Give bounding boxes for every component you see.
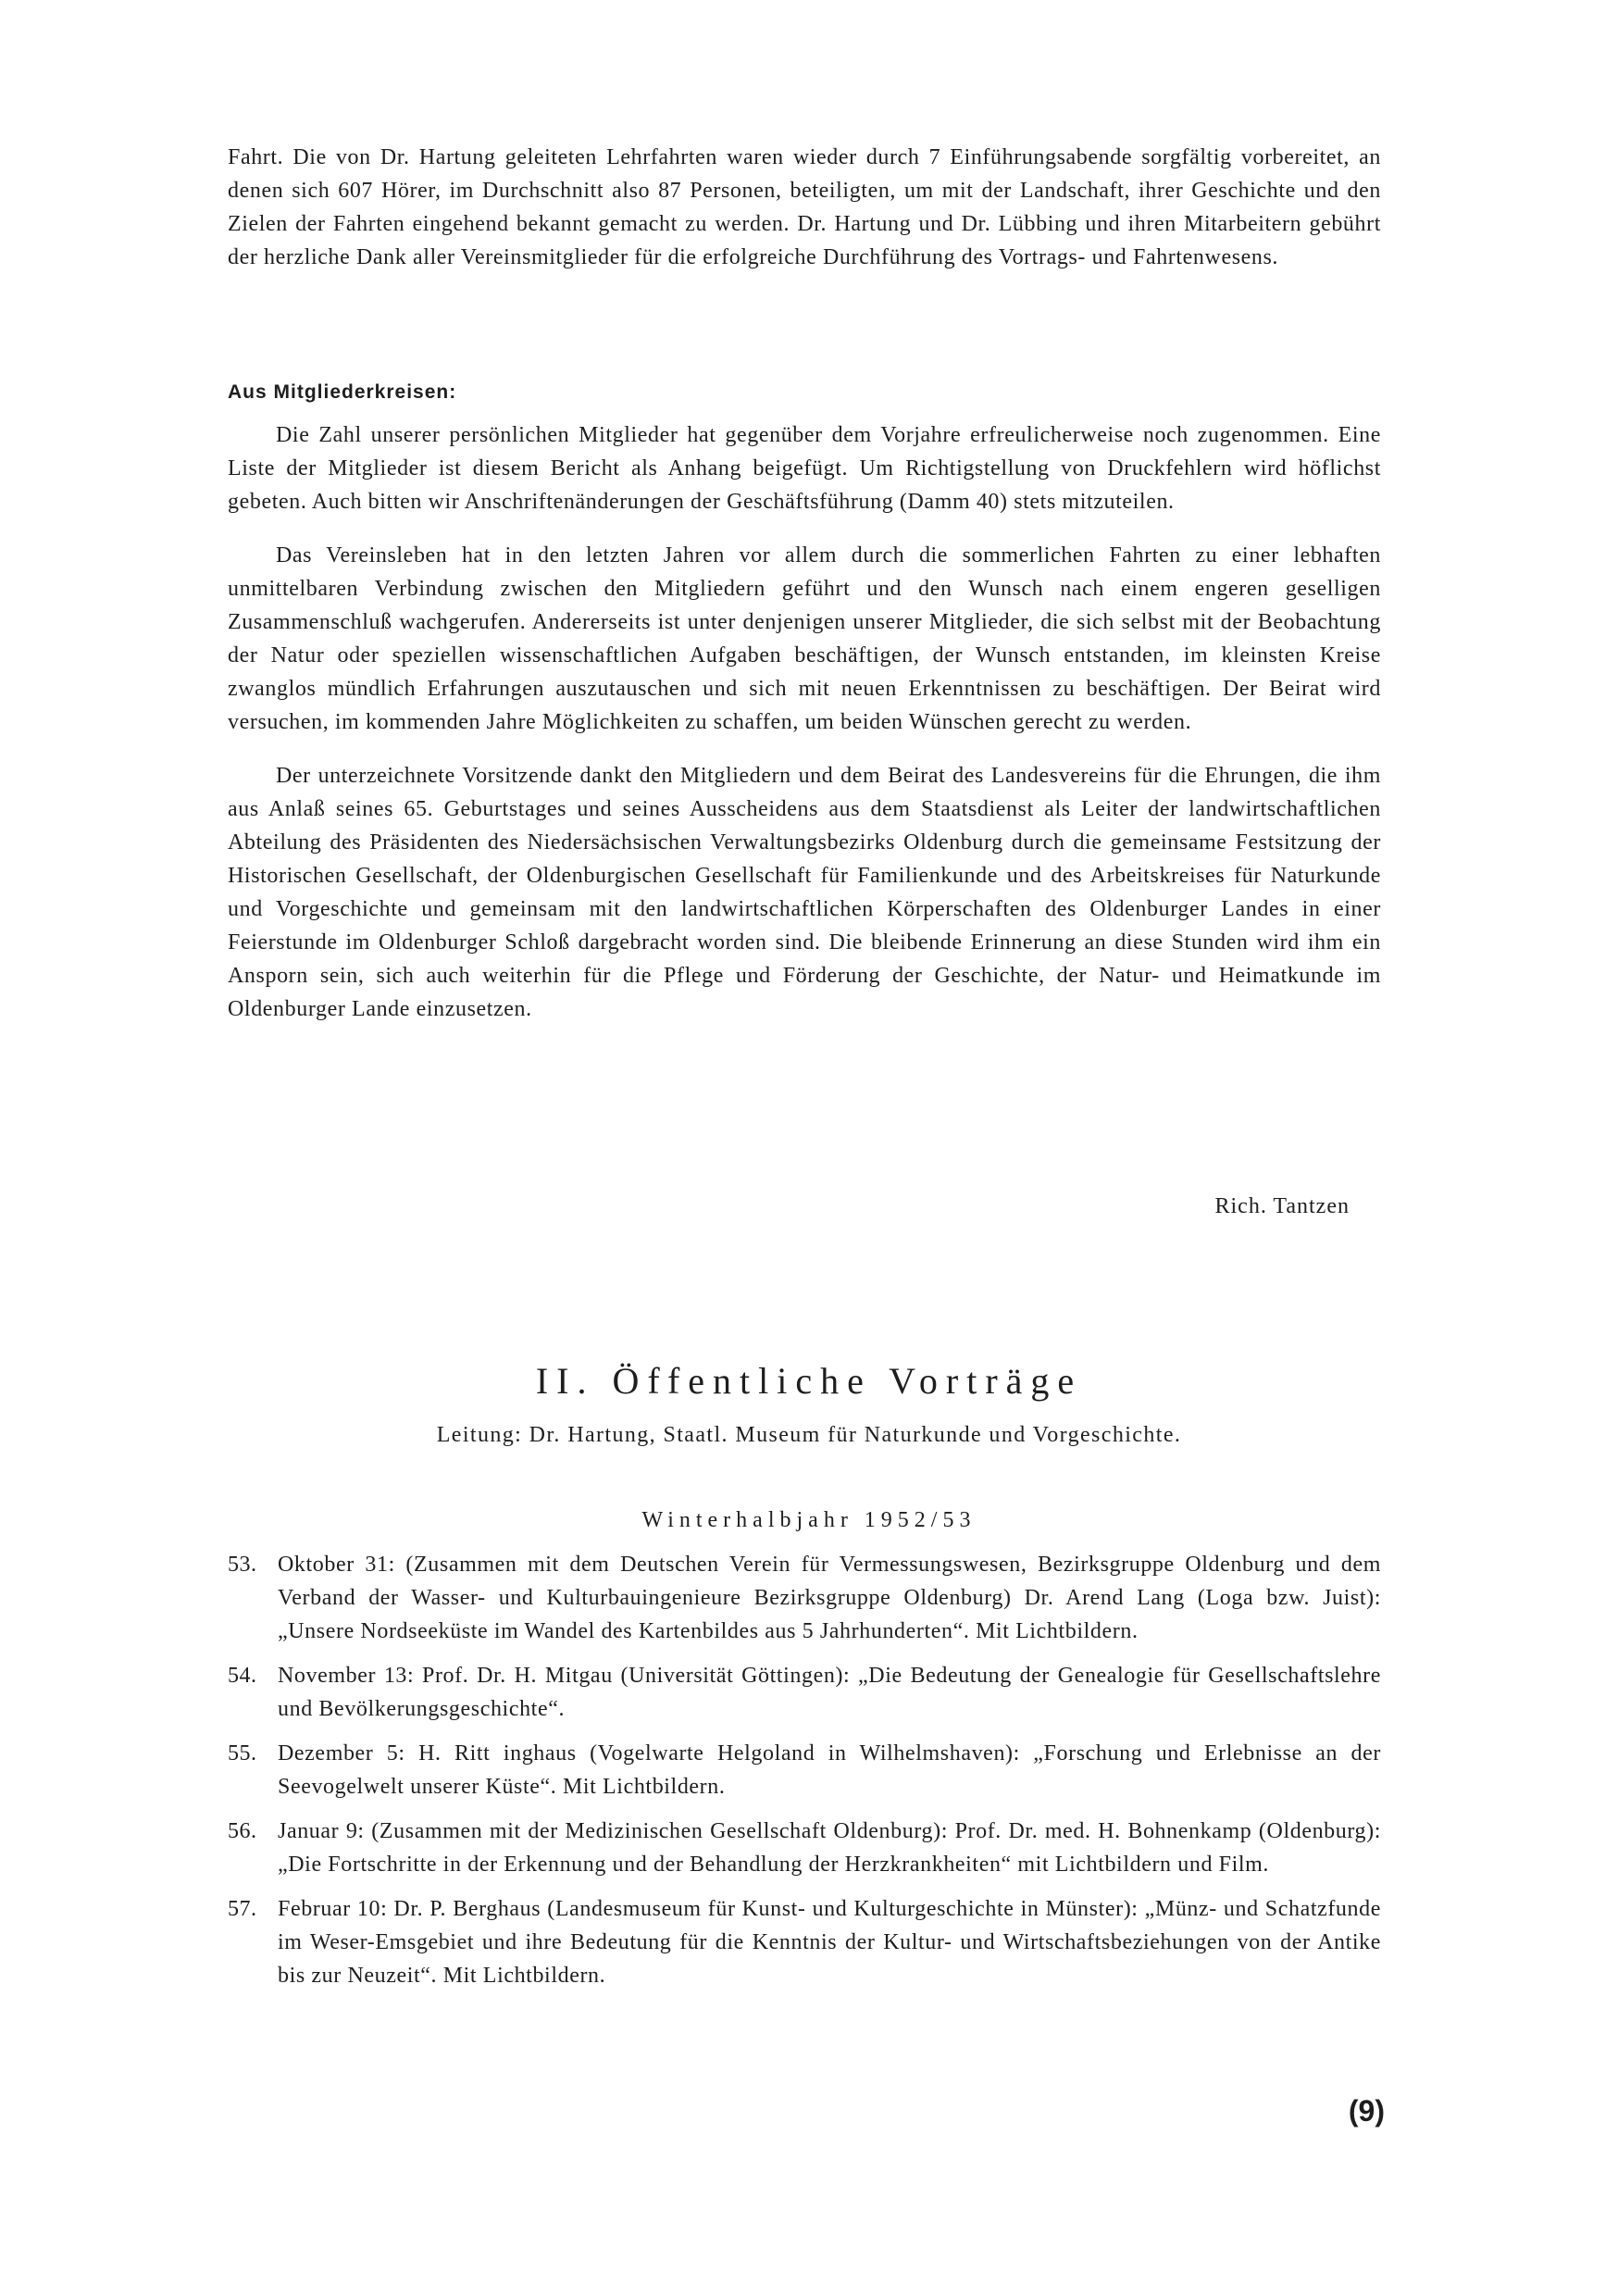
members-heading: Aus Mitgliederkreisen: bbox=[228, 381, 457, 403]
members-paragraph-2: Das Vereinsleben hat in den letzten Jahren vor allem durch die sommerlichen Fahrten zu einer lebhaften unmittelbaren Verbindung zwischen den Mitgliedern geführt und den Wunsch nach einem engeren geselligen Zusammenschluß wachgerufen. Andererseits ist unter denjenigen unserer Mitglieder, die sich selbst mit der Beobachtung der Natur oder speziellen wissenschaftlichen Aufgaben beschäftigen, der Wunsch entstanden, im kleinsten Kreise zwanglos mündlich Erfahrungen auszutauschen und sich mit neuen Erkenntnissen zu beschäftigen. Der Beirat wird versuchen, im kommenden Jahre Möglichkeiten zu schaffen, um beiden Wünschen gerecht zu werden. bbox=[228, 543, 1381, 734]
lecture-number: 55. bbox=[228, 1741, 257, 1766]
lecture-item bbox=[228, 1892, 1381, 1992]
section-subtitle: Leitung: Dr. Hartung, Staatl. Museum für Naturkunde und Vorgeschichte. bbox=[436, 1423, 1182, 1447]
lecture-text: Dezember 5: H. Ritt inghaus (Vogelwarte Helgoland in Wilhelmshaven): „Forschung und Erlebnisse an der Seevogelwelt unserer Küste“. Mit Lichtbildern. bbox=[278, 1741, 1381, 1799]
intro-block bbox=[228, 141, 1381, 274]
lecture-text: Oktober 31: (Zusammen mit dem Deutschen Verein für Vermessungswesen, Bezirksgruppe Oldenburg und dem Verband der Wasser- und Kulturbauingenieure Bezirksgruppe Oldenburg) Dr. Arend Lang (Loga bzw. Juist): „Unsere Nordseeküste im Wandel des Kartenbildes aus 5 Jahrhunderten“. Mit Lichtbildern. bbox=[278, 1553, 1381, 1643]
lecture-text: November 13: Prof. Dr. H. Mitgau (Universität Göttingen): „Die Bedeutung der Genealogie für Gesellschaftslehre und Bevölkerungsgeschichte“. bbox=[278, 1664, 1381, 1721]
page-number: (9) bbox=[1348, 2094, 1385, 2128]
section-title: II. Öffentliche Vorträge bbox=[535, 1360, 1083, 1402]
lecture-item bbox=[228, 1815, 1381, 1881]
lecture-item bbox=[228, 1548, 1381, 1648]
members-block bbox=[228, 418, 1381, 1026]
intro-paragraph: Fahrt. Die von Dr. Hartung geleiteten Lehrfahrten waren wieder durch 7 Einführungsabende sorgfältig vorbereitet, an denen sich 607 Hörer, im Durchschnitt also 87 Personen, beteiligten, um mit der Landschaft, ihrer Geschichte und den Zielen der Fahrten eingehend bekannt gemacht zu werden. Dr. Hartung und Dr. Lübbing und ihren Mitarbeitern gebührt der herzliche Dank aller Vereinsmitglieder für die erfolgreiche Durchführung des Vortrags- und Fahrtenwesens. bbox=[228, 145, 1381, 269]
lecture-item bbox=[228, 1659, 1381, 1726]
lecture-text: Januar 9: (Zusammen mit der Medizinischen Gesellschaft Oldenburg): Prof. Dr. med. H. Bohnenkamp (Oldenburg): „Die Fortschritte in der Erkennung und der Behandlung der Herzkrankheiten“ mit Lichtbildern und Film. bbox=[278, 1819, 1381, 1877]
lecture-text: Februar 10: Dr. P. Berghaus (Landesmuseum für Kunst- und Kulturgeschichte in Münster): „Münz- und Schatzfunde im Weser-Emsgebiet und ihre Bedeutung für die Kenntnis der Kultur- und Wirtschaftsbeziehungen von der Antike bis zur Neuzeit“. Mit Lichtbildern. bbox=[278, 1897, 1381, 1988]
lecture-number: 53. bbox=[228, 1553, 257, 1577]
signature: Rich. Tantzen bbox=[1214, 1194, 1350, 1218]
lecture-list bbox=[228, 1548, 1381, 2003]
lecture-number: 57. bbox=[228, 1897, 257, 1921]
lecture-number: 56. bbox=[228, 1819, 257, 1843]
lecture-number: 54. bbox=[228, 1664, 257, 1688]
lecture-item bbox=[228, 1737, 1381, 1803]
members-paragraph-1: Die Zahl unserer persönlichen Mitglieder hat gegenüber dem Vorjahre erfreulicherweise noch zugenommen. Eine Liste der Mitglieder ist diesem Bericht als Anhang beigefügt. Um Richtigstellung von Druckfehlern wird höflichst gebeten. Auch bitten wir Anschriftenänderungen der Geschäftsführung (Damm 40) stets mitzuteilen. bbox=[228, 423, 1381, 514]
members-paragraph-3: Der unterzeichnete Vorsitzende dankt den Mitgliedern und dem Beirat des Landesvereins für die Ehrungen, die ihm aus Anlaß seines 65. Geburtstages und seines Ausscheidens aus dem Staatsdienst als Leiter der landwirtschaftlichen Abteilung des Präsidenten des Niedersächsischen Verwaltungsbezirks Oldenburg durch die gemeinsame Festsitzung der Historischen Gesellschaft, der Oldenburgischen Gesellschaft für Familienkunde und des Arbeitskreises für Naturkunde und Vorgeschichte und gemeinsam mit den landwirtschaftlichen Körperschaften des Oldenburger Landes in einer Feierstunde im Oldenburger Schloß dargebracht worden sind. Die bleibende Erinnerung an diese Stunden wird ihm ein Ansporn sein, sich auch weiterhin für die Pflege und Förderung der Geschichte, der Natur- und Heimatkunde im Oldenburger Lande einzusetzen. bbox=[228, 764, 1381, 1021]
term-heading: Winterhalbjahr 1952/53 bbox=[641, 1508, 977, 1532]
